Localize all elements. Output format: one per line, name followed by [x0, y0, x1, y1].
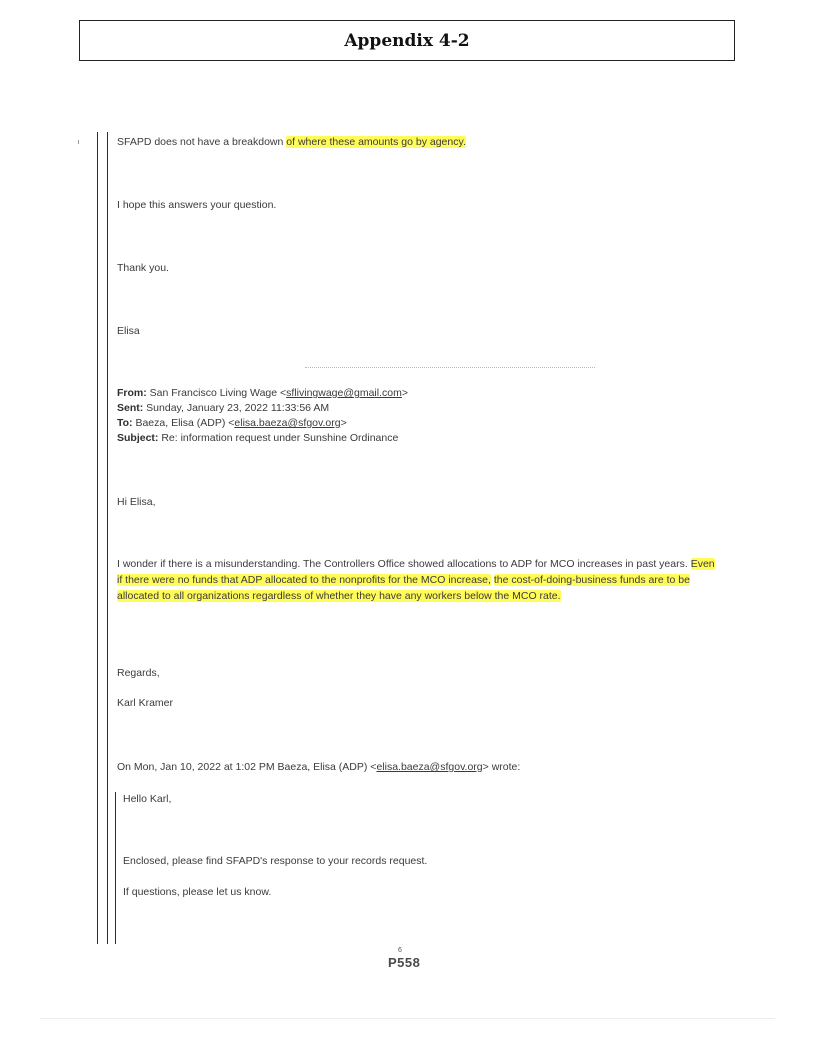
regards-line: Regards,: [117, 667, 160, 679]
quoted-questions: If questions, please let us know.: [123, 886, 272, 898]
signature-line: Karl Kramer: [117, 697, 174, 709]
from-email-link[interactable]: sflivingwage@gmail.com: [286, 387, 402, 399]
header-separator: [305, 367, 595, 368]
quote-intro-line: On Mon, Jan 10, 2022 at 1:02 PM Baeza, Elisa (ADP) <elisa.baeza@sfgov.org> wrote:: [117, 761, 521, 773]
quoted-enclosed: Enclosed, please find SFAPD's response to your records request.: [123, 855, 428, 867]
email-line-thanks: Thank you.: [117, 262, 169, 274]
quote-rule-inner: [115, 792, 116, 944]
scanned-email-page: [40, 95, 780, 1025]
appendix-header-box: [79, 20, 735, 61]
email-line-hope: I hope this answers your question.: [117, 199, 277, 211]
highlight-funds: Even if there were no funds that ADP allocated to the nonprofits for the MCO increase,: [117, 558, 715, 586]
greeting-line: Hi Elisa,: [117, 496, 156, 508]
page-bottom-rule: [40, 1018, 775, 1019]
quoted-greeting: Hello Karl,: [123, 793, 172, 805]
to-email-link[interactable]: elisa.baeza@sfgov.org: [234, 417, 341, 429]
quote-rule-outer: [97, 132, 98, 944]
email-line-signoff: Elisa: [117, 325, 140, 337]
email-line-breakdown: SFAPD does not have a breakdown of where these amounts go by agency.: [117, 136, 466, 148]
margin-tick: [78, 140, 79, 144]
to-line: To: Baeza, Elisa (ADP) <elisa.baeza@sfgov.org>: [117, 417, 347, 429]
highlight-agency: of where these amounts go by agency.: [286, 136, 466, 148]
bates-number: P558: [388, 955, 421, 970]
from-line: From: San Francisco Living Wage <sflivingwage@gmail.com>: [117, 387, 408, 399]
quote-rule-middle: [107, 132, 108, 944]
quote-email-link[interactable]: elisa.baeza@sfgov.org: [376, 761, 483, 773]
sent-line: Sent: Sunday, January 23, 2022 11:33:56 AM: [117, 402, 330, 414]
appendix-title: Appendix 4-2: [344, 30, 470, 51]
subject-line: Subject: Re: information request under Sunshine Ordinance: [117, 432, 399, 444]
page-number: 6: [398, 947, 402, 954]
highlight-cost-of-business: the cost-of-doing-business funds are to be allocated to all organizations regardless of whether they have any workers below the MCO rate.: [117, 574, 690, 602]
body-paragraph: I wonder if there is a misunderstanding. The Controllers Office showed allocations to ADP for MCO increases in past years. Even if there were no funds that ADP allocated to the nonprofits for the MCO increase, the cost-of-doing-business funds are to be allocated to all organizations regardless of whether they have any workers below the MCO rate.: [117, 558, 715, 602]
